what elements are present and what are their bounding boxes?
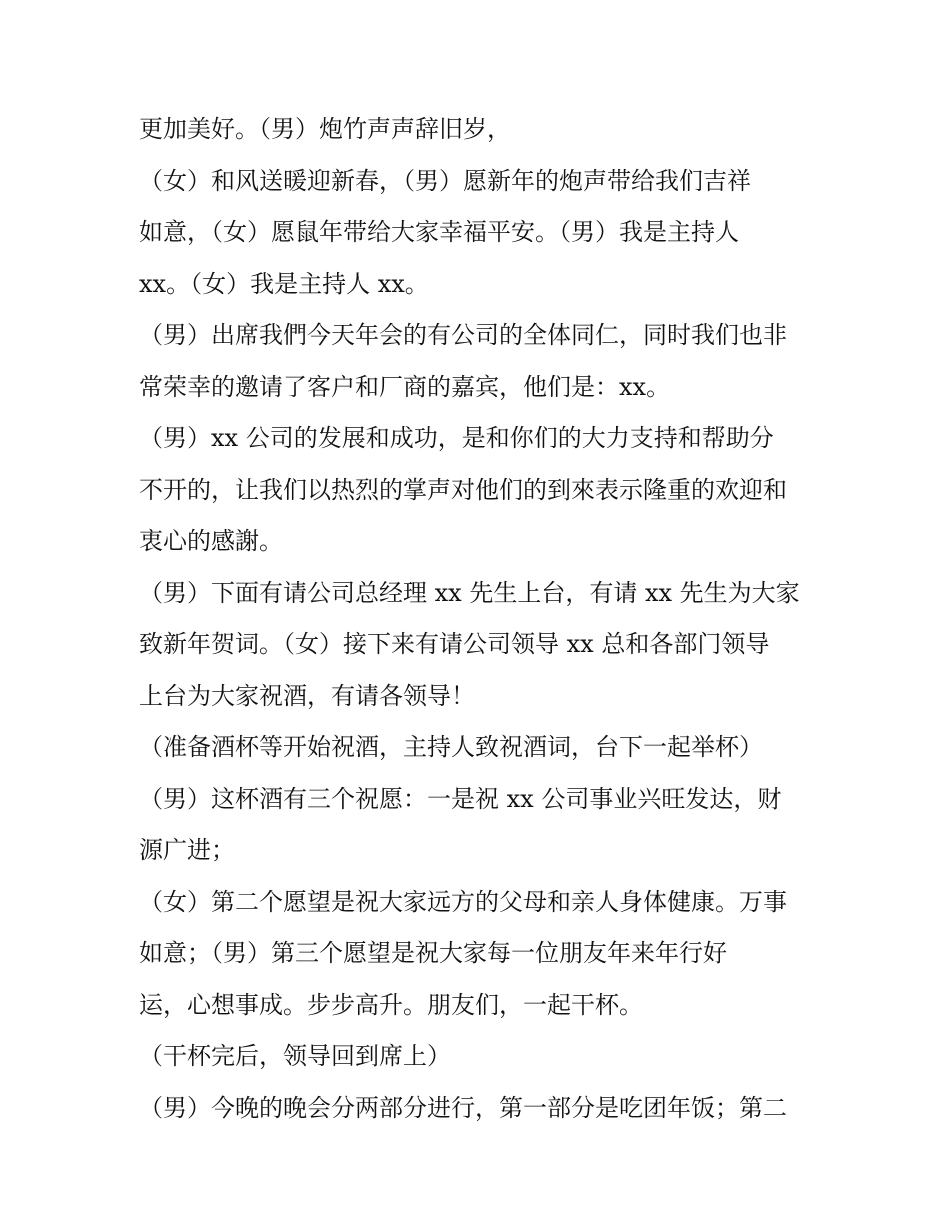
text-line: 如意；（男）第三个愿望是祝大家每一位朋友年来年行好 xyxy=(139,939,727,967)
text-line: xx。（女）我是主持人 xx。 xyxy=(139,269,429,298)
text-line: （男）出席我們今天年会的有公司的全体同仁，同时我们也非 xyxy=(139,321,787,349)
text-line: （女）第二个愿望是祝大家远方的父母和亲人身体健康。万事 xyxy=(139,887,787,916)
text-line: （女）和风送暖迎新春，（男）愿新年的炮声带给我们吉祥 xyxy=(139,166,751,195)
text-line: 更加美好。（男）炮竹声声辞旧岁， xyxy=(139,115,511,143)
text-line: 常荣幸的邀请了客户和厂商的嘉宾，他们是：xx。 xyxy=(139,372,671,401)
text-line: 源广进； xyxy=(139,836,235,864)
text-line: （干杯完后，领导回到席上） xyxy=(139,1042,451,1070)
text-line: （男）下面有请公司总经理 xx 先生上台，有请 xx 先生为大家 xyxy=(139,578,800,607)
text-line: （准备酒杯等开始祝酒，主持人致祝酒词，台下一起举杯） xyxy=(139,733,763,761)
text-line: （男）这杯酒有三个祝愿：一是祝 xx 公司事业兴旺发达，财 xyxy=(139,784,782,813)
text-line: 衷心的感謝。 xyxy=(139,527,283,555)
document-body xyxy=(139,104,829,1134)
text-line: 致新年贺词。（女）接下来有请公司领导 xx 总和各部门领导 xyxy=(139,630,770,658)
text-line: 如意，（女）愿鼠年带给大家幸福平安。（男）我是主持人 xyxy=(139,218,739,246)
text-line: 运，心想事成。步步高升。朋友们，一起干杯。 xyxy=(139,990,643,1019)
text-line: 不开的，让我们以热烈的掌声对他们的到來表示隆重的欢迎和 xyxy=(139,475,787,504)
text-line: （男）今晚的晚会分两部分进行，第一部分是吃团年饭；第二 xyxy=(139,1093,787,1122)
text-line: （男）xx 公司的发展和成功，是和你们的大力支持和帮助分 xyxy=(139,424,774,452)
text-line: 上台为大家祝酒，有请各领导！ xyxy=(139,681,475,710)
